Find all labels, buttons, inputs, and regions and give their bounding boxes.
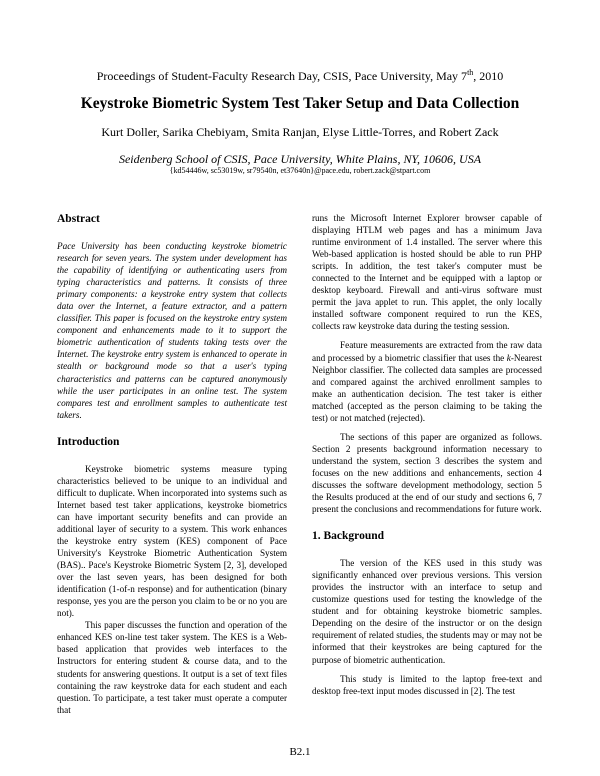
author-emails: {kd54446w, sc53019w, sr79540n, et37640n}@pace.edu, robert.zack@stpart.com xyxy=(169,166,431,175)
background-paragraph-1: The version of the KES used in this study was significantly enhanced over previous versions. This version provides the instructor with an interface to setup and customize questions used for testing the knowledge of the student and for obtaining keystroke biometric samples. Depending on the desire of the instructor or on the design requirement of related studies, the students may or may not be informed that their keystrokes are being captured for the purpose of biometric authentication. xyxy=(312,558,542,665)
right-paragraph-2-start: Feature measurements are extracted from the raw data and processed by a biometric classifier that uses the xyxy=(312,340,542,363)
proceedings-line xyxy=(0,68,600,84)
introduction-paragraph-1: Keystroke biometric systems measure typing characteristics believed to be unique to an individual and difficult to duplicate. When incorporated into systems such as Internet based test taker applications, keystroke biometrics can have important security benefits and can provide an additional layer of security to a system. This work enhances the keystroke entry system (KES) component of Pace University's Keystroke Biometric Authentication System (BAS).. Pace's Keystroke Biometric System [2, 3], developed over the last seven years, has been designed for both identification (1-of-n response) and for authentication (binary response, yes you are the person you claim to be or no you are not). xyxy=(57,463,287,619)
right-paragraph-2 xyxy=(312,339,542,423)
introduction-paragraph-2: This paper discusses the function and operation of the enhanced KES on-line test taker system. The KES is a Web-based application that provides web interfaces to the Instructors for entering student & course data, and to the students for answering questions. It output is a set of text files containing the raw keystroke data for each student and each question. To participate, a test taker must operate a computer that xyxy=(57,620,287,715)
author-list: Kurt Doller, Sarika Chebiyam, Smita Ranjan, Elyse Little-Torres, and Robert Zack xyxy=(101,125,499,139)
proceedings-text: Proceedings of Student-Faculty Research Day, CSIS, Pace University, May 7 xyxy=(96,69,468,83)
paper-title: Keystroke Biometric System Test Taker Setup and Data Collection xyxy=(80,95,520,112)
left-column xyxy=(57,212,287,716)
background-paragraph-2: This study is limited to the laptop free-text and desktop free-text input modes discussed in [2]. The test xyxy=(312,673,542,696)
affiliation: Seidenberg School of CSIS, Pace University, White Plains, NY, 10606, USA xyxy=(118,152,482,166)
abstract-heading: Abstract xyxy=(57,213,100,225)
right-column xyxy=(312,212,542,697)
right-paragraph-2-end: -Nearest Neighbor classifier. The collected data samples are processed and compared against the archived enrollment samples to make an authentication decision. The test taker is either matched (accepted as the person claiming to be taking the test) or not matched (rejected). xyxy=(312,352,542,423)
right-paragraph-1: runs the Microsoft Internet Explorer browser capable of displaying HTLM web pages and has a minimum Java runtime environment of 1.4 installed. The server where this Web-based application is hosted should be able to run PHP scripts. In addition, the test taker's computer must be connected to the Internet and be equipped with a laptop or desktop keyboard. Firewall and anti-virus software must permit the java applet to run. This applet, the only locally installed software component required to run the KES, collects raw keystroke data during the testing session. xyxy=(312,213,542,332)
background-heading: 1. Background xyxy=(312,530,385,543)
introduction-heading: Introduction xyxy=(57,435,120,448)
abstract-text: Pace University has been conducting keystroke biometric research for seven years. The system under development has the capability of identifying or authenticating users from typing characteristics and patterns. It consists of three primary components: a keystroke entry system that collects data over the Internet, a feature extractor, and a pattern classifier. This paper is focused on the keystroke entry system component and enhancements made to it to support the biometric authentication of students taking tests over the Internet. The keystroke entry system is enhanced to operate in stealth or background mode so that a user's typing characteristics and patterns can be captured anonymously while the user participates in an online test. The system compares test and enrollment samples to authenticate test takers. xyxy=(57,241,287,420)
proceedings-superscript: th xyxy=(467,68,474,77)
k-variable: k xyxy=(506,352,511,363)
page-number: B2.1 xyxy=(289,746,311,758)
right-paragraph-3: The sections of this paper are organized as follows. Section 2 presents background information necessary to understand the system, section 3 describes the system and focuses on the new additions and enhancements, section 4 discusses the software development methodology, section 5 the Results produced at the end of our study and sections 6, 7 present the conclusions and recommendations for future work. xyxy=(312,431,542,515)
proceedings-year: , 2010 xyxy=(473,69,504,83)
